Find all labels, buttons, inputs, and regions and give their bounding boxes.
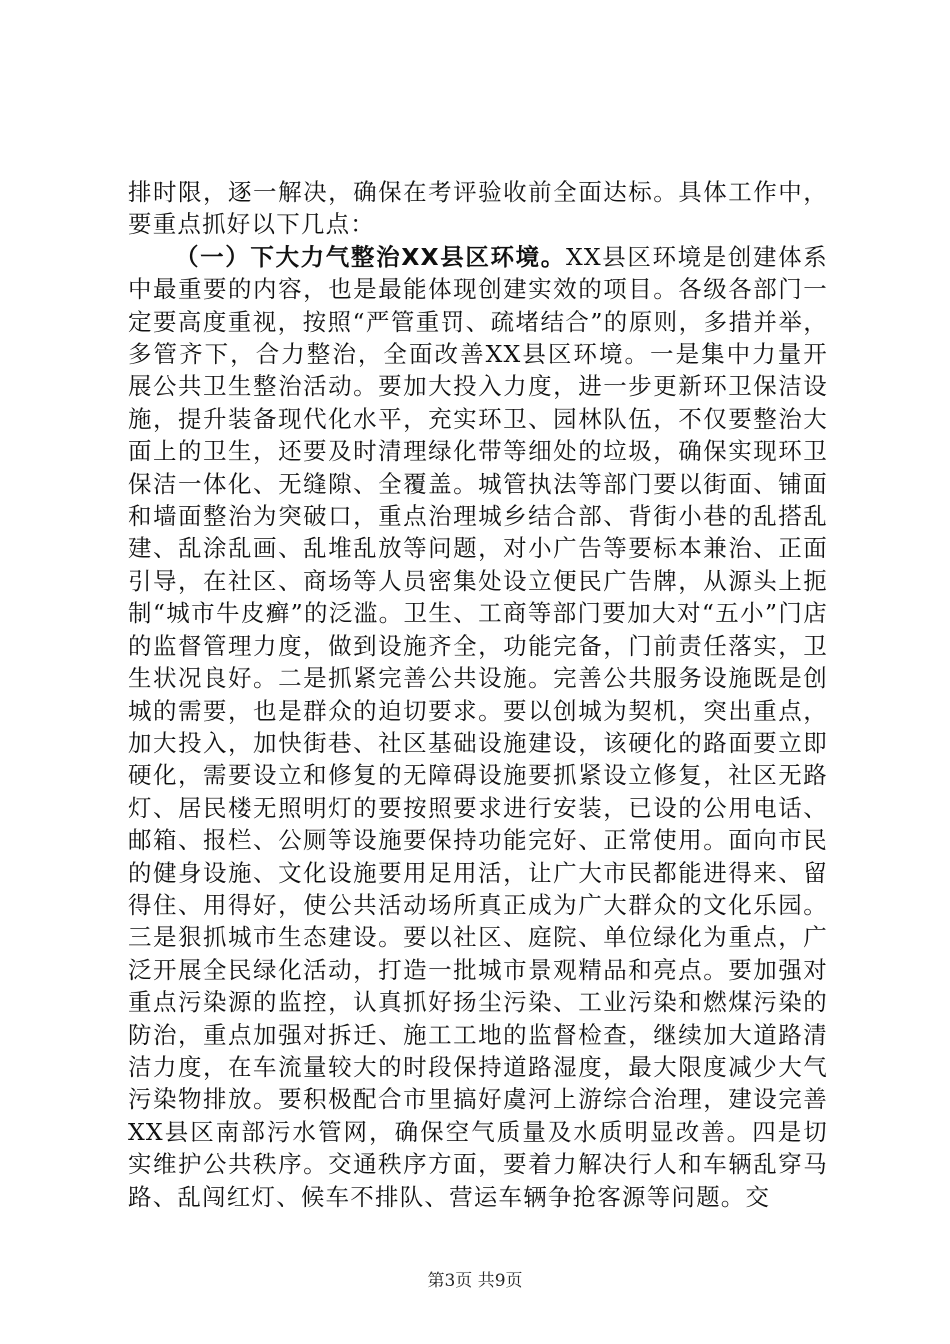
section-heading: （一）下大力气整治XX县区环境。	[175, 242, 566, 271]
page-number: 第3页	[427, 1271, 473, 1291]
paragraph-intro: 排时限，逐一解决，确保在考评验收前全面达标。具体工作中，要重点抓好以下几点：	[128, 178, 828, 239]
section-body: XX县区环境是创建体系中最重要的内容，也是最能体现创建实效的项目。各级各部门一定要高度重视，按照“严管重罚、疏堵结合”的原则，多措并举，多管齐下，合力整治，全面改善XX县区环境。一是集中力量开展公共卫生整治活动。要加大投入力度，进一步更新环卫保洁设施，提升装备现代化水平，充实环卫、园林队伍，不仅要整治大面上的卫生，还要及时清理绿化带等细处的垃圾，确保实现环卫保洁一体化、无缝隙、全覆盖。城管执法等部门要以街面、铺面和墙面整治为突破口，重点治理城乡结合部、背街小巷的乱搭乱建、乱涂乱画、乱堆乱放等问题，对小广告等要标本兼治、正面引导，在社区、商场等人员密集处设立便民广告牌，从源头上扼制“城市牛皮癣”的泛滥。卫生、工商等部门要加大对“五小”门店的监督管理力度，做到设施齐全，功能完备，门前责任落实，卫生状况良好。二是抓紧完善公共设施。完善公共服务设施既是创城的需要，也是群众的迫切要求。要以创城为契机，突出重点，加大投入，加快街巷、社区基础设施建设，该硬化的路面要立即硬化，需要设立和修复的无障碍设施要抓紧设立修复，社区无路灯、居民楼无照明灯的要按照要求进行安装，已设的公用电话、邮箱、报栏、公厕等设施要保持功能完好、正常使用。面向市民的健身设施、文化设施要用足用活，让广大市民都能进得来、留得住、用得好，使公共活动场所真正成为广大群众的文化乐园。三是狠抓城市生态建设。要以社区、庭院、单位绿化为重点，广泛开展全民绿化活动，打造一批城市景观精品和亮点。要加强对重点污染源的监控，认真抓好扬尘污染、工业污染和燃煤污染的防治，重点加强对拆迁、施工工地的监督检查，继续加大道路清洁力度，在车流量较大的时段保持道路湿度，最大限度减少大气污染物排放。要积极配合市里搞好虞河上游综合治理，建设完善XX县区南部污水管网，确保空气质量及水质明显改善。四是切实维护公共秩序。交通秩序方面，要着力解决行人和车辆乱穿马路、乱闯红灯、候车不排队、营运车辆争抢客源等问题。交	[128, 242, 828, 1211]
page-total: 共9页	[477, 1271, 523, 1291]
document-body	[128, 176, 828, 1213]
page-footer	[0, 1266, 950, 1291]
paragraph-section-one	[128, 241, 828, 1213]
